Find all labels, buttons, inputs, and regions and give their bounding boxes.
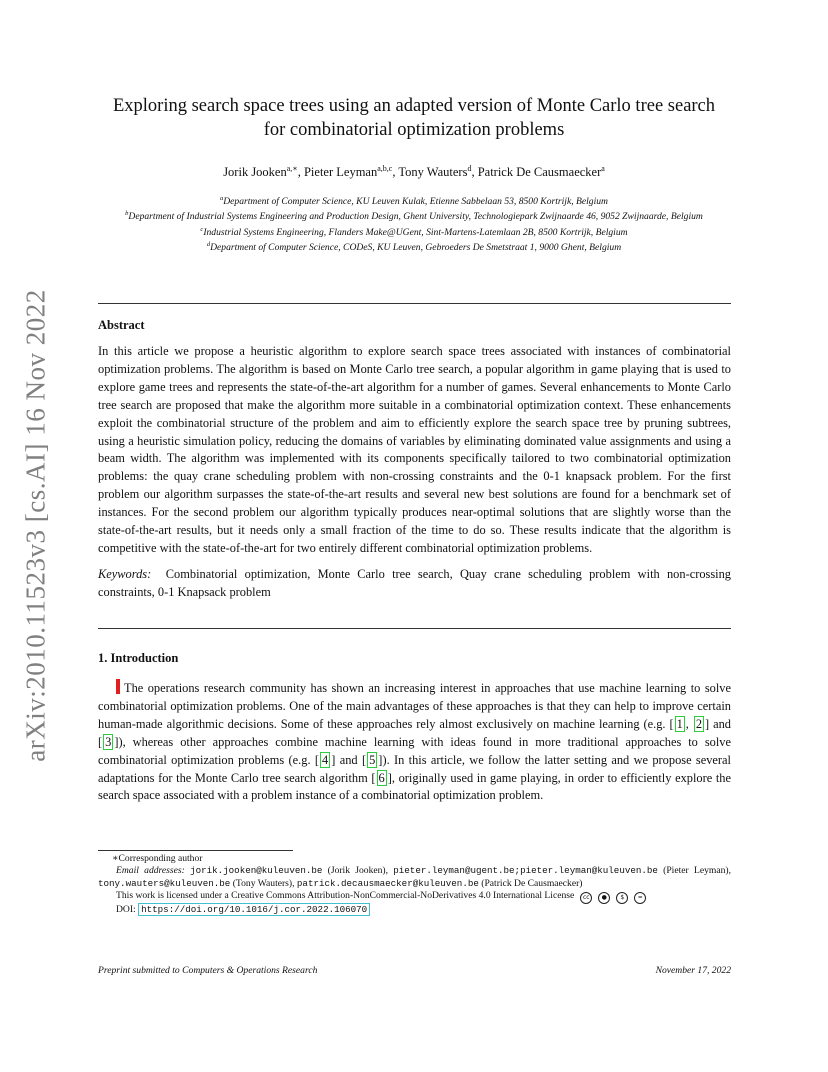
cc-nc-icon: $ [616,892,628,904]
affiliation-text: Department of Industrial Systems Engineering and Production Design, Ghent University, Technologiepark Zwijnaarde 46, 9052 Zwijnaarde, Belgium [128,211,703,223]
intro-text: ). In this article, we follow the latter setting and we propose several adaptations for the Monte Carlo tree search algorithm [98,752,731,785]
footer-date: November 17, 2022 [655,965,731,976]
introduction-paragraph: The operations research community has shown an increasing interest in approaches that use machine learning to solve combinatorial optimization problems. One of the main advantages of these approaches is that they can help to improve certain human-made algorithmic decisions. Some of these approaches rely almost exclusively on machine learning (e.g. [ 1 , 2 ] and [ 3 ]), whereas other approaches combine machine learning with ideas found in more traditional approaches to solve combinatorial optimization problems (e.g. [ 4 ] and [ 5 ]). In this article, we follow the latter setting and we propose several adaptations for the Monte Carlo tree search algorithm [ 6 ], originally used in game playing, in order to efficiently explore the search space associated with a problem instance of a combinatorial optimization problem. [98,681,732,803]
affiliation [98,193,730,208]
intro-text: and [335,752,362,767]
abstract-heading: Abstract [98,318,145,332]
email-address[interactable]: pieter.leyman@ugent.be;pieter.leyman@kuleuven.be [393,865,658,877]
arxiv-id: arXiv:2010.11523v3 [cs.AI] 16 Nov 2022 [20,288,51,762]
keywords [98,566,731,602]
author-sup: a [601,164,605,173]
author-sup: d [467,164,472,173]
arxiv-sidebar [18,290,54,760]
cc-icon: cc [580,892,592,904]
affiliation-text: Department of Computer Science, KU Leuven Kulak, Etienne Sabbelaan 53, 8500 Kortrijk, Belgium [223,196,608,208]
email-owner: (Patrick De Causmaecker) [478,877,583,889]
affiliation-text: Industrial Systems Engineering, Flanders Make@UGent, Sint-Martens-Latemlaan 2B, 8500 Kortrijk, Belgium [203,227,628,239]
keywords-text: Combinatorial optimization, Monte Carlo tree search, Quay crane scheduling problem with non-crossing constraints, 0-1 Knapsack problem [98,566,731,599]
author: Pieter Leyman [303,165,378,180]
affiliation-text: Department of Computer Science, CODeS, KU Leuven, Gebroeders De Smetstraat 1, 9000 Ghent, Belgium [210,242,622,254]
affiliations [98,193,730,255]
footnote-emails [98,865,731,890]
citation-link[interactable]: 3 [105,734,112,749]
abstract-top-rule [98,303,731,304]
intro-text: ), whereas other approaches combine machine learning with ideas found in more traditional approaches to solve combinatorial optimization problems (e.g. [98,734,731,767]
annotation-marker [116,679,120,694]
introduction-body [98,679,731,805]
license-text: This work is licensed under a Creative Commons Attribution-NonCommercial-NoDerivatives 4.0 International License [116,889,575,901]
email-owner: (Tony Wauters), [230,877,297,889]
intro-text: The operations research community has shown an increasing interest in approaches that use machine learning to solve combinatorial optimization problems. One of the main advantages of these approaches is that they can help to improve certain human-made algorithmic decisions. Some of these approaches rely almost exclusively on machine learning (e.g. [98,681,731,731]
citation-link[interactable]: 5 [369,752,376,767]
author: Tony Wauters [398,165,468,180]
keywords-label: Keywords: [98,566,152,581]
affiliation [98,208,730,223]
author: Patrick De Causmaecker [477,165,602,180]
author: Jorik Jooken [223,165,287,180]
affiliation-sup: a [219,195,224,202]
title-line-1: Exploring search space trees using an adapted version of Monte Carlo tree search [112,96,716,116]
affiliation [98,224,730,239]
citation-link[interactable]: 2 [695,716,703,731]
affiliation-sup: d [206,241,211,249]
email-address[interactable]: tony.wauters@kuleuven.be [98,877,231,889]
abstract-body [98,343,731,602]
doi-label: DOI: [116,903,139,915]
footnotes [98,853,731,916]
author-sup: a,∗ [286,164,298,173]
intro-text: , [685,716,693,731]
citation-link[interactable]: 1 [676,716,683,731]
affiliation-sup: c [200,225,204,233]
title-line-2: for combinatorial optimization problems [263,120,565,140]
introduction-heading: 1. Introduction [98,651,179,665]
email-owner: (Jorik Jooken), [322,865,394,877]
doi-link[interactable]: https://doi.org/10.1016/j.cor.2022.106070 [138,903,370,916]
footer-journal: Preprint submitted to Computers & Operations Research [98,965,318,976]
intro-text: and [709,716,731,731]
footnote-rule [98,850,293,851]
paper-title [80,94,748,142]
author-list: Jorik Jooken$^{a,∗}$, Pieter Leyman$^{a,b,c}$, Tony Wauters$^d$, Patrick De Causmaecker$^a$ [223,164,605,180]
footnote-corresponding: ∗Corresponding author [112,853,203,864]
email-address[interactable]: patrick.decausmaecker@kuleuven.be [296,877,479,889]
email-owner: (Pieter Leyman), [657,865,731,877]
abstract-bottom-rule [98,628,731,629]
email-label: Email addresses: [116,865,185,877]
affiliation-sup: b [125,210,129,218]
affiliation [98,239,730,254]
intro-text: , originally used in game playing, in order to efficiently explore the search space associated with a problem instance of a combinatorial optimization problem. [98,770,732,803]
author-sup: a,b,c [377,164,393,173]
cc-by-icon: ● [598,892,610,904]
cc-nd-icon: = [634,892,646,904]
abstract-text: In this article we propose a heuristic algorithm to explore search space trees associated with instances of combinatorial optimization problems. The algorithm is based on Monte Carlo tree search, a popular algorithm in game playing that is used to explore game trees and represents the state-of-the-art algorithm for a number of games. Several enhancements to Monte Carlo tree search are proposed that make the algorithm more suitable in a combinatorial optimization context. These enhancements exploit the combinatorial structure of the problem and aim to efficiently explore the search space tree by pruning subtrees, using a heuristic simulation policy, reducing the domains of variables by eliminating dominated value assignments and using a beam width. The algorithm was implemented with its components specifically tailored to two combinatorial optimization problems: the quay crane scheduling problem with non-crossing constraints and the 0-1 knapsack problem. For the first problem our algorithm surpasses the state-of-the-art results and several new best solutions are found for a benchmark set of instances. For the second problem our algorithm typically produces near-optimal solutions that are slightly worse than the state-of-the-art results, but it needs only a small fraction of the time to do so. These results indicate that the algorithm is competitive with the state-of-the-art for two entirely different combinatorial optimization problems. [98,344,731,555]
footnote-license [98,890,731,904]
citation-link[interactable]: 6 [378,770,385,785]
footnote-doi [98,904,731,916]
citation-link[interactable]: 4 [322,752,329,767]
email-address[interactable]: jorik.jooken@kuleuven.be [190,865,323,877]
